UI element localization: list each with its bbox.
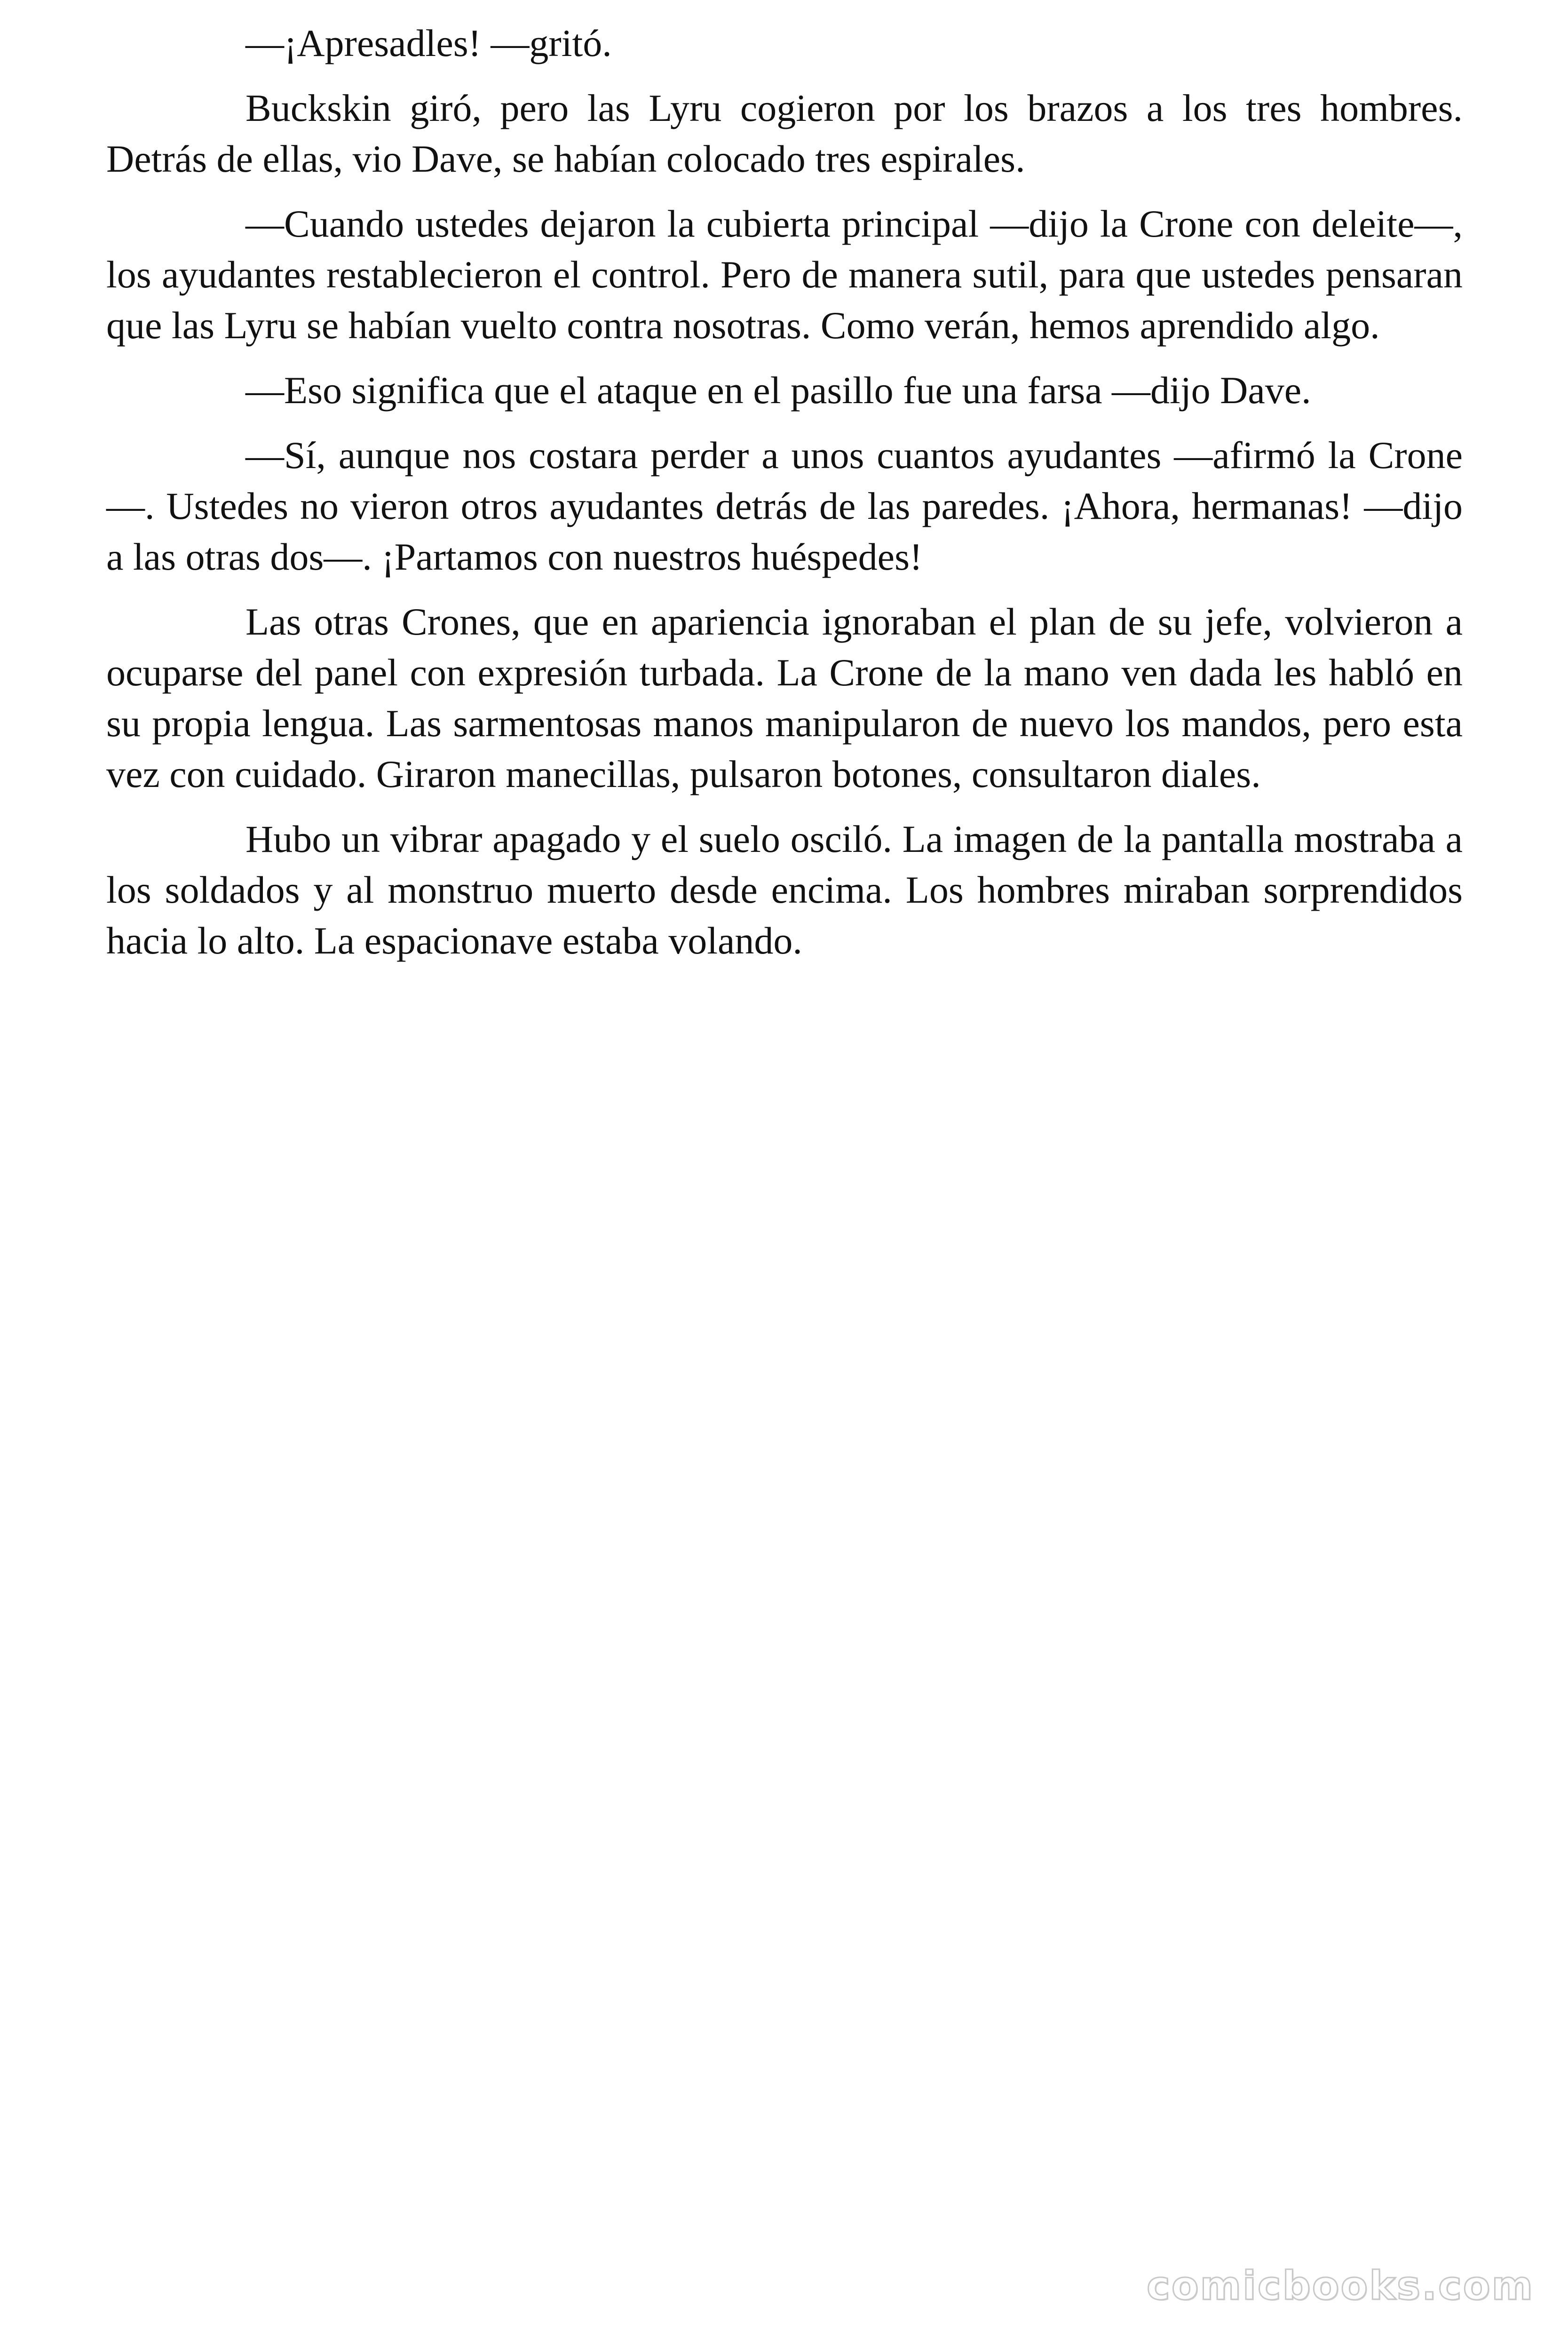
- watermark: comicbooks.com: [1147, 2263, 1534, 2309]
- paragraph-3: —Cuando ustedes dejaron la cubierta principal —dijo la Crone con deleite—, los ayudantes restablecieron el control. Pero de manera sutil, para que ustedes pensaran que las Lyru se habían vuelto contra nosotras. Como verán, hemos aprendido algo.: [106, 202, 1463, 347]
- paragraph-1: —¡Apresadles! —gritó.: [245, 22, 612, 64]
- body-text: [106, 18, 1463, 980]
- paragraph-4: —Eso significa que el ataque en el pasillo fue una farsa —dijo Dave.: [245, 369, 1311, 412]
- paragraph-6: Las otras Crones, que en apariencia ignoraban el plan de su jefe, volvieron a ocuparse del panel con expresión turbada. La Crone de la mano ven dada les habló en su propia lengua. Las sarmentosas manos manipularon de nuevo los mandos, pero esta vez con cuidado. Giraron manecillas, pulsaron botones, consultaron diales.: [106, 600, 1463, 795]
- paragraph-2: Buckskin giró, pero las Lyru cogieron por los brazos a los tres hombres. Detrás de ellas, vio Dave, se habían colocado tres espirales.: [106, 87, 1463, 180]
- paragraph-7: Hubo un vibrar apagado y el suelo osciló. La imagen de la pantalla mostraba a los soldados y al monstruo muerto desde encima. Los hombres miraban sorprendidos hacia lo alto. La espacionave estaba volando.: [106, 818, 1463, 962]
- paragraph-5: —Sí, aunque nos costara perder a unos cuantos ayudantes —afirmó la Crone—. Ustedes no vieron otros ayudantes detrás de las paredes. ¡Ahora, hermanas! —dijo a las otras dos—. ¡Partamos con nuestros huéspedes!: [106, 434, 1463, 578]
